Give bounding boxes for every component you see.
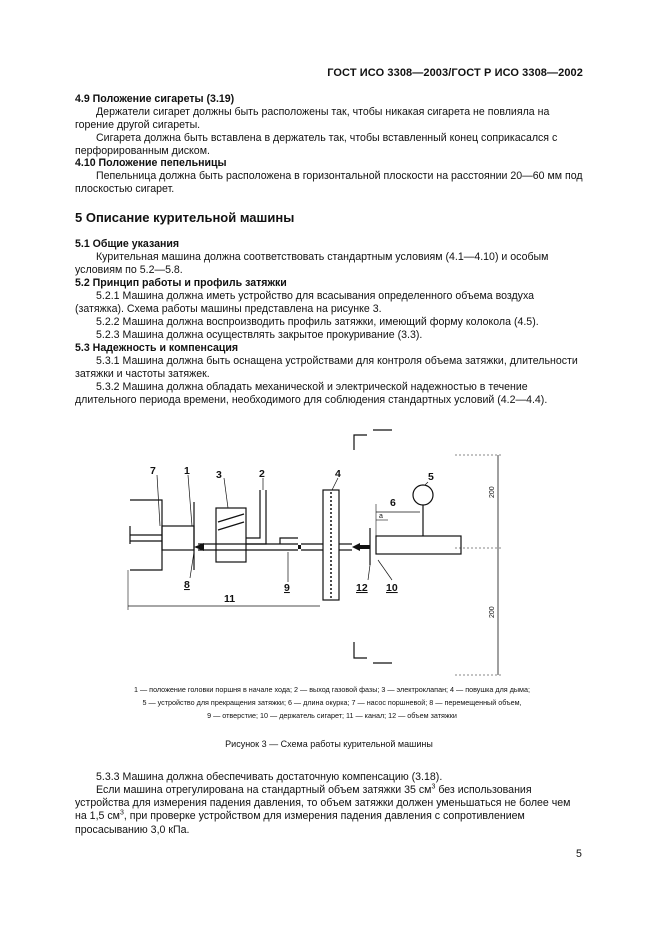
label-dim-bottom: 200 bbox=[489, 606, 496, 618]
figure-caption: Рисунок 3 — Схема работы курительной машины bbox=[225, 739, 433, 749]
label-8: 8 bbox=[184, 579, 190, 591]
label-dim-top: 200 bbox=[489, 486, 496, 498]
label-1: 1 bbox=[184, 465, 190, 477]
section-5-3-title: 5.3 Надежность и компенсация bbox=[75, 342, 239, 354]
figure-legend-line-1: 1 — положение головки поршня в начале хода; 2 — выход газовой фазы; 3 — электроклапан; 4 — повушка для дыма; bbox=[134, 685, 530, 694]
label-9: 9 bbox=[284, 582, 290, 594]
section-5-1-para-1: Курительная машина должна соответствовать стандартным условиям (4.1—4.10) и особым условиям по 5.2—5.8. bbox=[75, 251, 549, 277]
section-4-9-para-2: Сигарета должна быть вставлена в держатель так, чтобы вставленный конец соприкасался с перфорированным диском. bbox=[75, 132, 558, 158]
section-5-2-2: 5.2.2 Машина должна воспроизводить профиль затяжки, имеющий форму колокола (4.5). bbox=[96, 316, 539, 328]
upper-bracket-left bbox=[354, 435, 367, 450]
label-4: 4 bbox=[335, 468, 341, 480]
gas-outlet bbox=[246, 490, 260, 538]
label-dim-a: a bbox=[379, 513, 383, 520]
section-5-3-3: 5.3.3 Машина должна обеспечивать достаточную компенсацию (3.18). bbox=[96, 771, 443, 783]
section-4-9-title: 4.9 Положение сигареты (3.19) bbox=[75, 93, 235, 105]
page-number: 5 bbox=[576, 848, 582, 860]
electrovalve bbox=[216, 508, 246, 562]
section-5-2-1: 5.2.1 Машина должна иметь устройство для всасывания определенного объема воздуха (затяжка). Схема работы машины представлена на рисунке 3. bbox=[75, 290, 535, 316]
section-4-10-para-1: Пепельница должна быть расположена в горизонтальной плоскости на расстоянии 20—60 мм под плоскостью сигарет. bbox=[75, 170, 583, 196]
figure-legend-line-2: 5 — устройство для прекращения затяжки; 6 — длина окурка; 7 — насос поршневой; 8 — перемещенный объем, bbox=[142, 698, 522, 707]
lower-bracket-left bbox=[354, 642, 367, 658]
label-3: 3 bbox=[216, 469, 222, 481]
section-5-1-title: 5.1 Общие указания bbox=[75, 238, 180, 250]
label-10: 10 bbox=[386, 582, 398, 594]
cigarette bbox=[376, 536, 461, 554]
piston-head bbox=[162, 526, 194, 550]
label-6: 6 bbox=[390, 497, 396, 509]
section-4-9-para-1: Держатели сигарет должны быть расположены так, чтобы никакая сигарета не повлияла на горение другой сигареты. bbox=[75, 106, 550, 132]
section-5-3-3-para-2: Если машина отрегулирована на стандартный объем затяжки 35 $см^3$ без использования устройства для измерения падения давления, то объем затяжки должен уменьшаться не более чем на 1,5 $см^3$, при проверке устройством для измерения падения давления с сопротивлением просасыванию 3,0 кПа. bbox=[75, 783, 571, 836]
smoking-machine-diagram bbox=[120, 420, 520, 685]
figure-legend-line-3: 9 — отверстие; 10 — держатель сигарет; 11 — канал; 12 — объем затяжки bbox=[207, 711, 457, 720]
section-5-3-1: 5.3.1 Машина должна быть оснащена устройствами для контроля объема затяжки, длительности затяжки и частоты затяжек. bbox=[75, 355, 578, 381]
section-5-2-title: 5.2 Принцип работы и профиль затяжки bbox=[75, 277, 287, 289]
section-4-10-title: 4.10 Положение пепельницы bbox=[75, 157, 227, 169]
section-5-2-3: 5.2.3 Машина должна осуществлять закрытое прокуривание (3.3). bbox=[96, 329, 423, 341]
label-11: 11 bbox=[224, 593, 236, 605]
holder-arrow bbox=[352, 543, 360, 551]
document-header: ГОСТ ИСО 3308—2003/ГОСТ Р ИСО 3308—2002 bbox=[327, 67, 583, 79]
section-5-3-2: 5.3.2 Машина должна обладать механической и электрической надежностью в течение длительного периода времени, необходимого для соблюдения стандартных условий (4.2—4.4). bbox=[75, 381, 548, 407]
label-12: 12 bbox=[356, 582, 368, 594]
label-7: 7 bbox=[150, 465, 156, 477]
puff-stop-device bbox=[413, 485, 433, 505]
section-5-title: 5 Описание курительной машины bbox=[75, 210, 295, 225]
label-2: 2 bbox=[259, 468, 265, 480]
label-5: 5 bbox=[428, 471, 434, 483]
